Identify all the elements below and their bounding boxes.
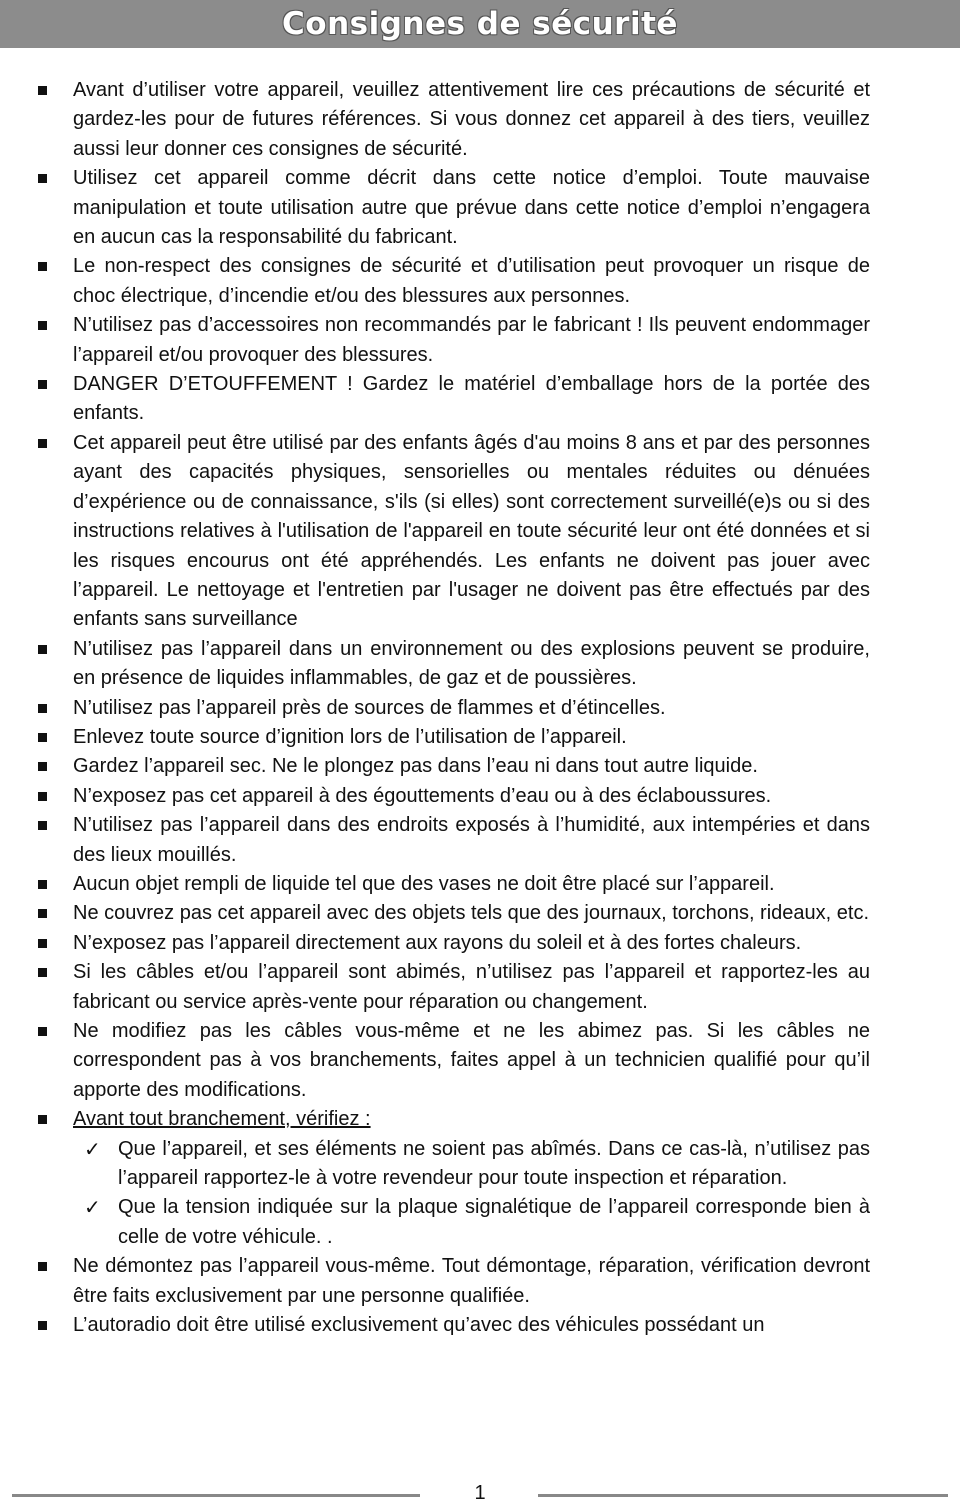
list-item-text: N’utilisez pas l’appareil dans des endroits exposés à l’humidité, aux intempéries et dans des lieux mouillés. (73, 814, 870, 866)
list-item (38, 694, 870, 723)
square-bullet-icon (38, 1262, 47, 1271)
square-bullet-icon (38, 645, 47, 654)
list-item (38, 76, 870, 164)
square-bullet-icon (38, 321, 47, 330)
list-item (38, 635, 870, 694)
list-item-text: Enlevez toute source d’ignition lors de l’utilisation de l’appareil. (73, 725, 627, 748)
list-item-text: Si les câbles et/ou l’appareil sont abimés, n’utilisez pas l’appareil et rapportez-les au fabricant ou service après-vente pour réparation ou changement. (73, 961, 870, 1013)
list-item-text: Le non-respect des consignes de sécurité et d’utilisation peut provoquer un risque de choc électrique, d’incendie et/ou des blessures aux personnes. (73, 255, 870, 307)
list-item-text: N’utilisez pas l’appareil dans un environnement ou des explosions peuvent se produire, en présence de liquides inflammables, de gaz et de poussières. (73, 637, 870, 690)
list-item-text: N’exposez pas l’appareil directement aux rayons du soleil et à des fortes chaleurs. (73, 931, 802, 954)
square-bullet-icon (38, 939, 47, 948)
list-item (38, 1017, 870, 1105)
square-bullet-icon (38, 909, 47, 918)
list-item (38, 164, 870, 252)
square-bullet-icon (38, 439, 47, 448)
list-item-text: L’autoradio doit être utilisé exclusivement qu’avec des véhicules possédant un (73, 1314, 765, 1337)
list-item (38, 870, 870, 899)
list-item-check-heading (38, 1105, 870, 1134)
square-bullet-icon (38, 968, 47, 977)
square-bullet-icon (38, 1321, 47, 1330)
list-item-text: Cet appareil peut être utilisé par des enfants âgés d'au moins 8 ans et par des personnes ayant des capacités physiques, sensorielles ou mentales réduites ou dénuées d’expérience ou de connaissance, s'ils (si elles) sont correctement surveillé(e)s ou si des instructions relatives à l'utilisation de l'appareil en toute sécurité leur ont été données et si les risques encourus ont été appréhendés. Les enfants ne doivent pas jouer avec l’appareil. Le nettoyage et l'entretien par l'usager ne doivent pas être effectués par des enfants sans surveillance (73, 431, 870, 631)
list-item-text: Gardez l’appareil sec. Ne le plongez pas dans l’eau ni dans tout autre liquide. (73, 755, 758, 778)
check-item-text: Que l’appareil, et ses éléments ne soient pas abîmés. Dans ce cas-là, n’utilisez pas l’appareil rapportez-le à votre revendeur pour toute inspection et réparation. (118, 1137, 870, 1190)
list-item (38, 429, 870, 635)
check-item-text: Que la tension indiquée sur la plaque signalétique de l’appareil corresponde bien à celle de votre véhicule. . (118, 1196, 870, 1248)
list-item-text: Utilisez cet appareil comme décrit dans cette notice d’emploi. Toute mauvaise manipulation et toute utilisation autre que prévue dans cette notice d’emploi n’engagera en aucun cas la responsabilité du fabricant. (73, 167, 870, 249)
square-bullet-icon (38, 792, 47, 801)
square-bullet-icon (38, 262, 47, 271)
list-item (38, 958, 870, 1017)
square-bullet-icon (38, 1115, 47, 1124)
list-item-text: Ne couvrez pas cet appareil avec des objets tels que des journaux, torchons, rideaux, etc. (73, 902, 870, 925)
list-item (38, 723, 870, 752)
square-bullet-icon (38, 733, 47, 742)
list-item (38, 782, 870, 811)
square-bullet-icon (38, 821, 47, 830)
check-list-item (38, 1193, 870, 1252)
square-bullet-icon (38, 380, 47, 389)
list-item (38, 311, 870, 370)
list-item (38, 752, 870, 781)
square-bullet-icon (38, 704, 47, 713)
square-bullet-icon (38, 880, 47, 889)
list-item-text: Avant d’utiliser votre appareil, veuillez attentivement lire ces précautions de sécurité et gardez-les pour de futures références. Si vous donnez cet appareil à des tiers, veuillez aussi leur donner ces consignes de sécurité. (73, 79, 870, 160)
page-title: Consignes de sécurité (282, 6, 678, 42)
list-item-text: N’exposez pas cet appareil à des égouttements d’eau ou à des éclaboussures. (73, 784, 772, 807)
list-item (38, 370, 870, 429)
list-item (38, 1311, 870, 1340)
safety-list (38, 76, 870, 1340)
list-item (38, 899, 870, 928)
checkmark-icon: ✓ (84, 1195, 101, 1220)
list-item-text: Ne modifiez pas les câbles vous-même et ne les abimez pas. Si les câbles ne correspondent pas à vos branchements, faites appel à un technicien qualifié pour qu’il apporte des modifications. (73, 1020, 870, 1101)
list-item (38, 1252, 870, 1311)
list-item-text: DANGER D’ETOUFFEMENT ! Gardez le matériel d’emballage hors de la portée des enfants. (73, 373, 870, 425)
checkmark-icon: ✓ (84, 1136, 101, 1161)
square-bullet-icon (38, 174, 47, 183)
square-bullet-icon (38, 1027, 47, 1036)
page-number: 1 (474, 1482, 486, 1504)
list-item-text: N’utilisez pas l’appareil près de sources de flammes et d’étincelles. (73, 696, 666, 719)
check-heading: Avant tout branchement, vérifiez : (73, 1108, 371, 1131)
square-bullet-icon (38, 762, 47, 771)
check-list-item (38, 1135, 870, 1194)
section-header (0, 0, 960, 48)
square-bullet-icon (38, 86, 47, 95)
list-item-text: Aucun objet rempli de liquide tel que des vases ne doit être placé sur l’appareil. (73, 872, 775, 895)
list-item (38, 811, 870, 870)
list-item (38, 252, 870, 311)
list-item-text: Ne démontez pas l’appareil vous-même. Tout démontage, réparation, vérification devront être faits exclusivement par une personne qualifiée. (73, 1255, 870, 1307)
list-item (38, 929, 870, 958)
list-item-text: N’utilisez pas d’accessoires non recommandés par le fabricant ! Ils peuvent endommager l’appareil et/ou provoquer des blessures. (73, 314, 870, 366)
